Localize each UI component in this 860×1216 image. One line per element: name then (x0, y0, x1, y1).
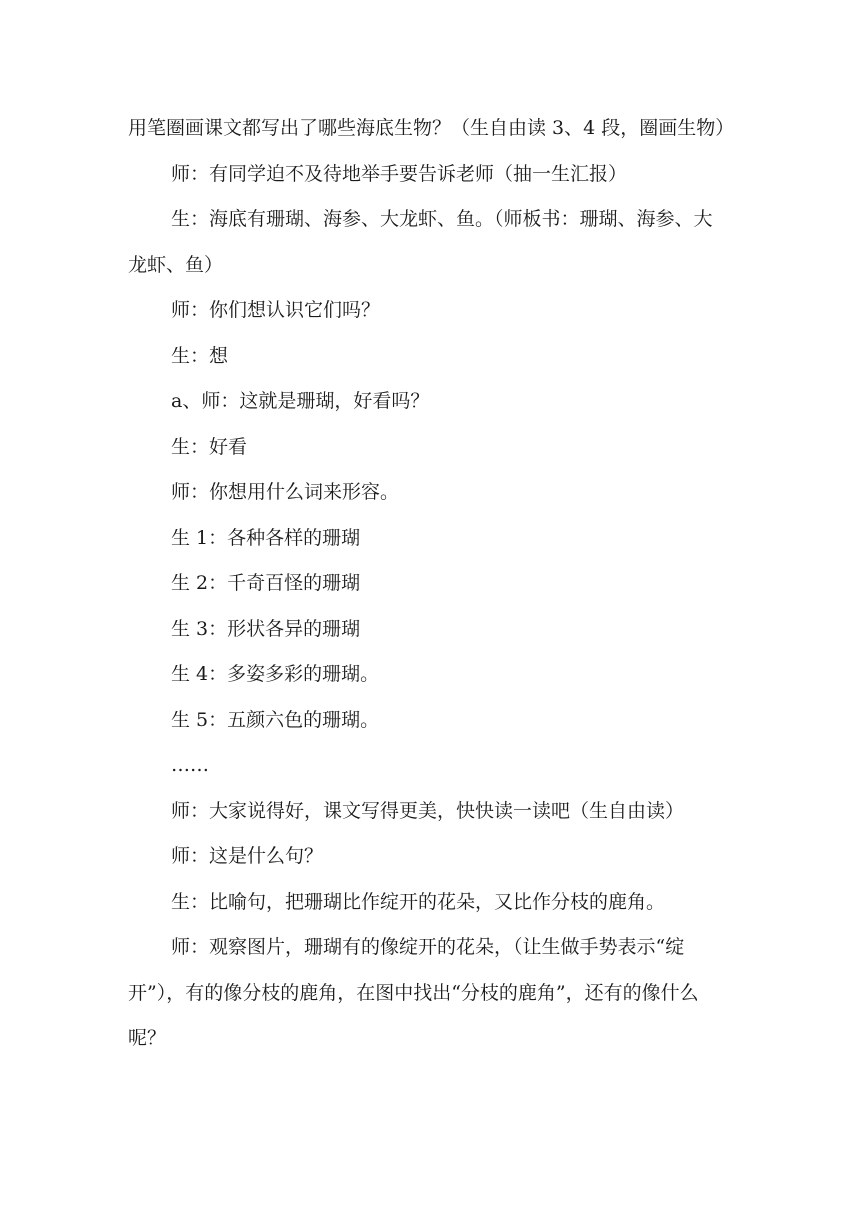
paragraph-student-3: 生：好看 (171, 435, 248, 458)
paragraph-student-answer-3: 生 3：形状各异的珊瑚 (171, 617, 361, 640)
paragraph-student-answer-4: 生 4：多姿多彩的珊瑚。 (171, 663, 380, 685)
paragraph-student-1: 生：海底有珊瑚、海参、大龙虾、鱼。（师板书：珊瑚、海参、大龙虾、鱼） (128, 208, 713, 276)
paragraph-teacher-4: 师：你想用什么词来形容。 (171, 481, 400, 503)
paragraph-student-answer-1: 生 1：各种各样的珊瑚 (171, 526, 361, 549)
document-body (128, 106, 735, 1062)
paragraph-student-answer-2: 生 2：千奇百怪的珊瑚 (171, 572, 361, 594)
paragraph-student-answer-5: 生 5：五颜六色的珊瑚。 (171, 708, 380, 731)
paragraph-teacher-5: 师：大家说得好，课文写得更美，快快读一读吧（生自由读） (171, 799, 685, 822)
paragraph-teacher-6: 师：这是什么句？ (171, 845, 324, 867)
paragraph-question: 用笔圈画课文都写出了哪些海底生物？（生自由读 3、4 段，圈画生物） (128, 117, 735, 139)
paragraph-student-4: 生：比喻句，把珊瑚比作绽开的花朵，又比作分枝的鹿角。 (171, 890, 666, 913)
paragraph-teacher-1: 师：有同学迫不及待地举手要告诉老师（抽一生汇报） (171, 162, 628, 185)
paragraph-ellipsis: …… (171, 754, 209, 776)
paragraph-teacher-2: 师：你们想认识它们吗？ (171, 299, 381, 321)
paragraph-teacher-7: 师：观察图片，珊瑚有的像绽开的花朵，（让生做手势表示“绽开”），有的像分枝的鹿角，在图中找出“分枝的鹿角”，还有的像什么呢？ (128, 936, 699, 1049)
paragraph-student-2: 生：想 (171, 344, 229, 367)
paragraph-teacher-3: a、师：这就是珊瑚，好看吗？ (171, 390, 430, 412)
